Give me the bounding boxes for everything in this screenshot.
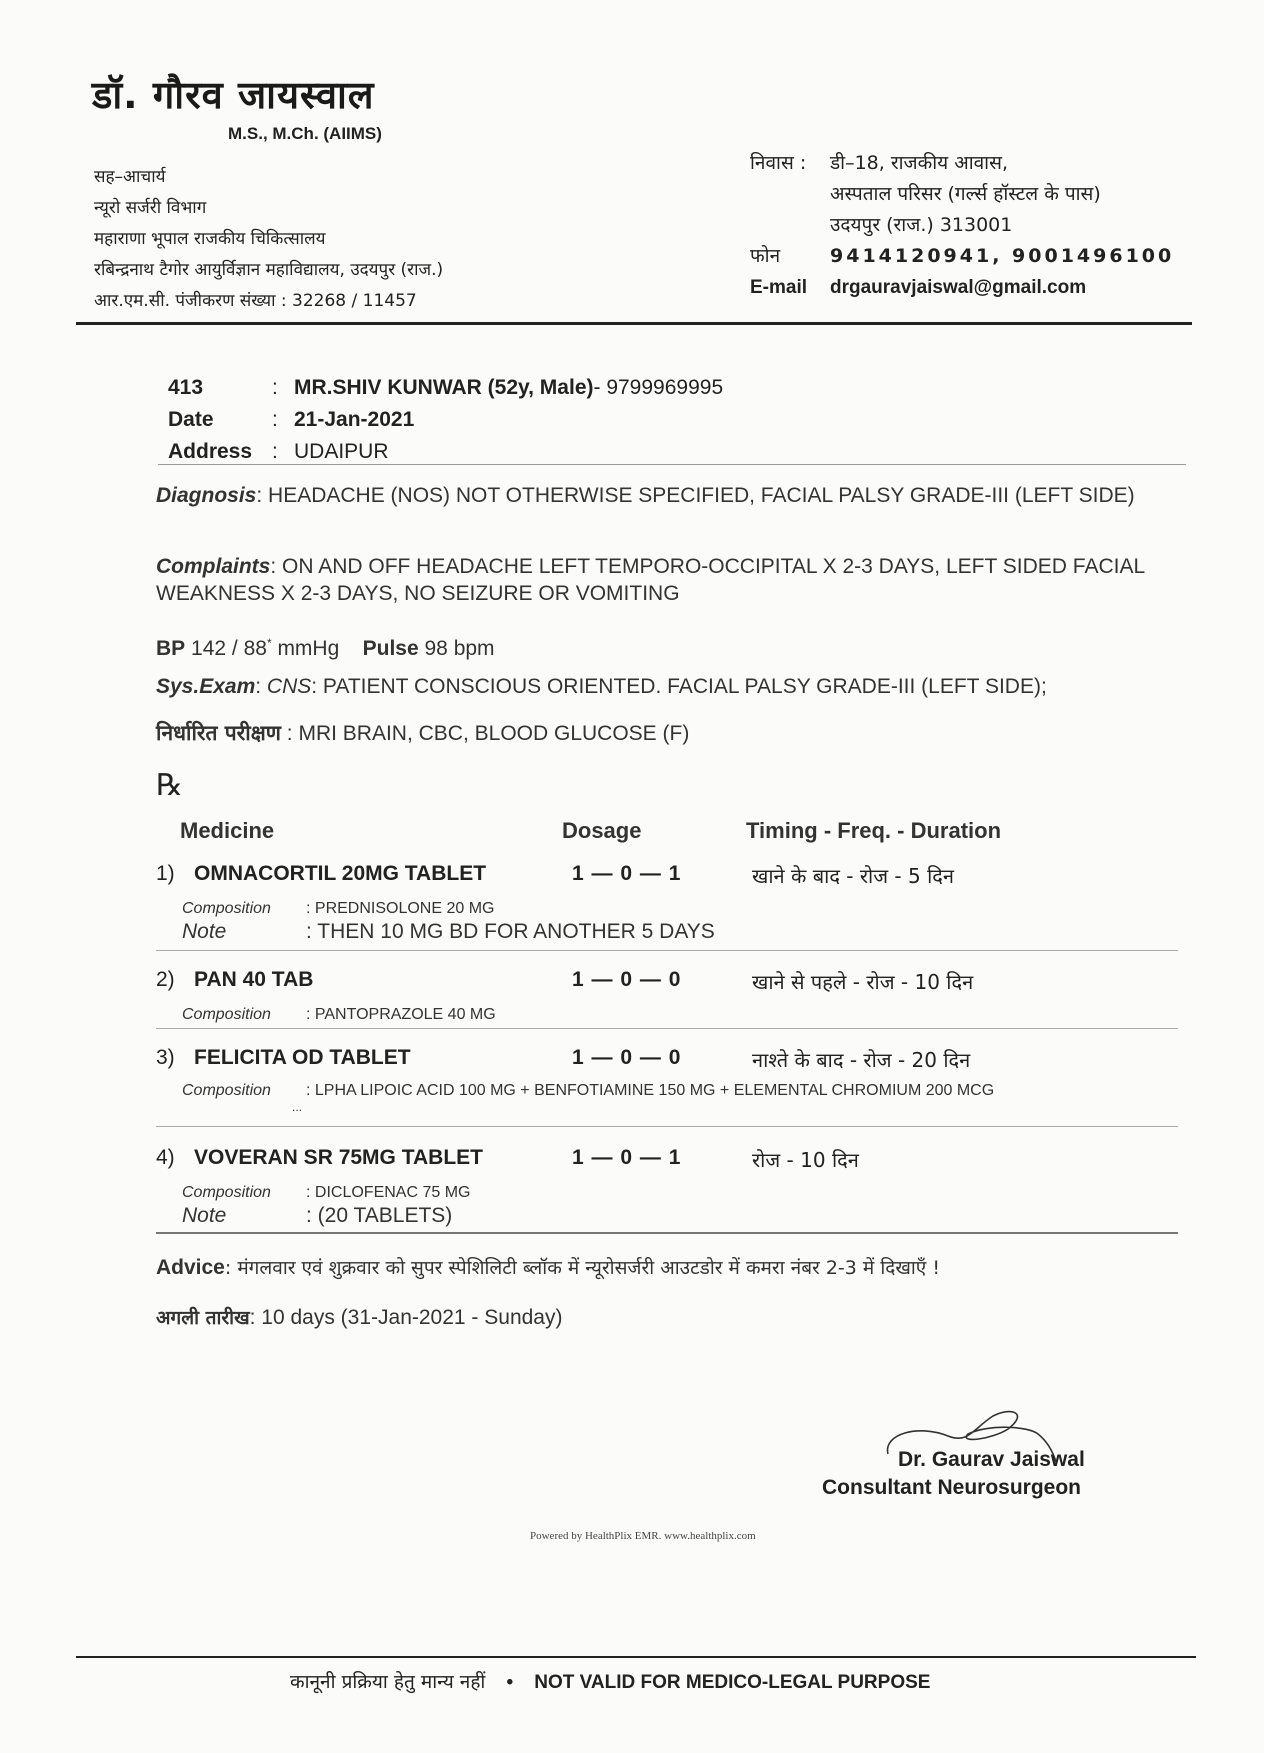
advice-text: : मंगलवार एवं शुक्रवार को सुपर स्पेशिलिटी ब्लॉक में न्यूरोसर्जरी आउटडोर में कमरा नंबर 2-3 में दिखाएँ ! <box>224 1257 940 1279</box>
note-text: : (20 TABLETS) <box>306 1204 453 1227</box>
row-divider <box>156 1028 1178 1029</box>
composition-label: Composition <box>182 1184 271 1201</box>
bp-mark: * <box>266 636 272 650</box>
medicine-number: 3) <box>156 1046 175 1069</box>
phone-label: फोन <box>750 245 781 267</box>
address-label: Address <box>168 440 253 463</box>
medicine-timing: खाने से पहले - रोज - 10 दिन <box>752 970 974 994</box>
patient-address: UDAIPUR <box>294 440 389 463</box>
composition-text: : DICLOFENAC 75 MG <box>306 1184 471 1201</box>
table-end-divider <box>156 1232 1178 1234</box>
composition-ellipsis: ... <box>292 1100 303 1114</box>
composition-label: Composition <box>182 1082 271 1099</box>
header-medicine: Medicine <box>180 818 275 843</box>
next-date-label: अगली तारीख <box>156 1307 250 1329</box>
phone-numbers: 9414120941, 9001496100 <box>830 245 1175 267</box>
advice-label: Advice <box>156 1256 225 1279</box>
diagnosis-text: : HEADACHE (NOS) NOT OTHERWISE SPECIFIED, FACIAL PALSY GRADE-III (LEFT SIDE) <box>256 484 1135 507</box>
footer-bullet: • <box>506 1672 514 1693</box>
vitals <box>156 630 1186 662</box>
composition-text: : PANTOPRAZOLE 40 MG <box>306 1006 496 1023</box>
complaints <box>156 553 1186 607</box>
header-divider <box>76 322 1192 325</box>
tests-advised <box>156 720 1186 747</box>
footer-english: NOT VALID FOR MEDICO-LEGAL PURPOSE <box>534 1672 931 1693</box>
composition-label: Composition <box>182 1006 271 1023</box>
medicine-timing: नाश्ते के बाद - रोज - 20 दिन <box>752 1048 971 1072</box>
rx-icon: ℞ <box>156 768 183 803</box>
complaints-label: Complaints <box>156 555 271 578</box>
footer-disclaimer <box>290 1668 930 1694</box>
diagnosis-label: Diagnosis <box>156 484 257 507</box>
patient-details: 413 : MR.SHIV KUNWAR (52y, Male) - 9799969995 Date : 21-Jan-2021 Address : UDAIPUR <box>168 372 723 468</box>
email-address: drgauravjaiswal@gmail.com <box>830 277 1087 298</box>
email-label: E-mail <box>750 277 808 298</box>
cns-label: CNS <box>266 675 312 698</box>
sys-exam-label: Sys.Exam <box>156 675 256 698</box>
medicine-name: VOVERAN SR 75MG TABLET <box>194 1146 483 1169</box>
medicine-timing: खाने के बाद - रोज - 5 दिन <box>752 864 954 888</box>
tests-text: : MRI BRAIN, CBC, BLOOD GLUCOSE (F) <box>280 722 690 745</box>
advice <box>156 1254 1186 1282</box>
diagnosis <box>156 482 1186 509</box>
registration-number: आर.एम.सी. पंजीकरण संख्या : 32268 / 11457 <box>94 291 417 311</box>
medicine-name: PAN 40 TAB <box>194 968 314 991</box>
patient-phone: - 9799969995 <box>593 376 724 399</box>
medicine-dose: 1 — 0 — 1 <box>572 1146 682 1169</box>
medicine-number: 2) <box>156 968 175 991</box>
medicine-number: 4) <box>156 1146 175 1169</box>
medicine-timing: रोज - 10 दिन <box>752 1148 859 1172</box>
college: रबिन्द्रनाथ टैगोर आयुर्विज्ञान महाविद्यालय, उदयपुर (राज.) <box>94 260 444 280</box>
patient-divider <box>158 464 1186 465</box>
bp-label: BP <box>156 637 186 660</box>
systemic-exam: Sys.Exam: CNS: PATIENT CONSCIOUS ORIENTED. FACIAL PALSY GRADE-III (LEFT SIDE); <box>156 675 1047 698</box>
patient-id: 413 <box>168 376 204 399</box>
visit-date: 21-Jan-2021 <box>294 408 415 431</box>
composition-text: : LPHA LIPOIC ACID 100 MG + BENFOTIAMINE 150 MG + ELEMENTAL CHROMIUM 200 MCG <box>306 1082 995 1099</box>
header-dosage: Dosage <box>562 818 642 843</box>
residence-line-1: डी–18, राजकीय आवास, <box>830 152 1008 174</box>
residence-label: निवास : <box>750 152 807 174</box>
header-timing: Timing - Freq. - Duration <box>746 818 1002 843</box>
powered-by: Powered by HealthPlix EMR. www.healthplix.com <box>530 1530 756 1542</box>
footer-hindi: कानूनी प्रक्रिया हेतु मान्य नहीं <box>290 1671 486 1693</box>
note-label: Note <box>182 1204 227 1227</box>
designation: सह–आचार्य <box>94 167 166 187</box>
complaints-text: : ON AND OFF HEADACHE LEFT TEMPORO-OCCIPITAL X 2-3 DAYS, LEFT SIDED FACIAL WEAKNESS X 2-3 DAYS, NO SEIZURE OR VOMITING <box>156 555 1145 605</box>
signature-title: Consultant Neurosurgeon <box>822 1476 1082 1499</box>
doctor-degree: M.S., M.Ch. (AIIMS) <box>228 124 382 143</box>
next-visit <box>156 1304 1186 1332</box>
row-divider <box>156 1126 1178 1127</box>
composition-text: : PREDNISOLONE 20 MG <box>306 900 495 917</box>
footer-divider <box>76 1656 1196 1658</box>
hospital: महाराणा भूपाल राजकीय चिकित्सालय <box>94 229 326 249</box>
medicine-dose: 1 — 0 — 0 <box>572 1046 682 1069</box>
row-divider <box>156 950 1178 951</box>
note-label: Note <box>182 920 227 943</box>
patient-name: MR.SHIV KUNWAR (52y, Male) <box>294 376 594 399</box>
pulse-value: 98 bpm <box>424 637 495 660</box>
residence-line-2: अस्पताल परिसर (गर्ल्स हॉस्टल के पास) <box>830 183 1101 205</box>
pulse-label: Pulse <box>362 637 419 660</box>
doctor-affiliation <box>94 162 443 317</box>
bp-value: 142 / 88 <box>191 637 267 660</box>
medicine-name: FELICITA OD TABLET <box>194 1046 411 1069</box>
date-label: Date <box>168 408 214 431</box>
department: न्यूरो सर्जरी विभाग <box>94 198 207 218</box>
medicine-number: 1) <box>156 862 175 885</box>
medicine-dose: 1 — 0 — 1 <box>572 862 682 885</box>
doctor-name: डॉ. गौरव जायस्वाल <box>92 73 375 117</box>
tests-label: निर्धारित परीक्षण <box>156 721 281 745</box>
note-text: : THEN 10 MG BD FOR ANOTHER 5 DAYS <box>306 920 715 943</box>
doctor-contact <box>750 148 1174 303</box>
composition-label: Composition <box>182 900 271 917</box>
signature-name: Dr. Gaurav Jaiswal <box>898 1448 1085 1471</box>
bp-unit: mmHg <box>271 637 340 660</box>
sys-exam-text: : PATIENT CONSCIOUS ORIENTED. FACIAL PALSY GRADE-III (LEFT SIDE); <box>311 675 1047 698</box>
residence-line-3: उदयपुर (राज.) 313001 <box>830 214 1013 236</box>
medicine-dose: 1 — 0 — 0 <box>572 968 682 991</box>
next-date-text: : 10 days (31-Jan-2021 - Sunday) <box>249 1306 563 1329</box>
medicine-name: OMNACORTIL 20MG TABLET <box>194 862 487 885</box>
